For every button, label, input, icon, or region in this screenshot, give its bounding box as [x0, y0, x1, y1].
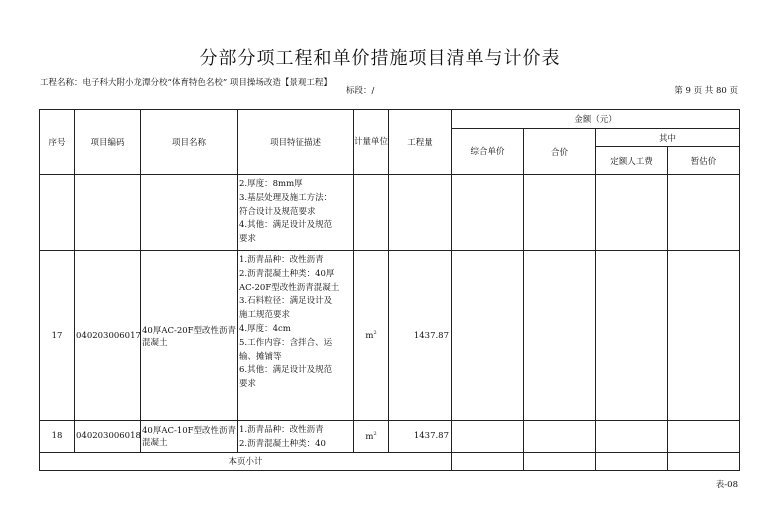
cell-seq: 18 — [40, 421, 75, 453]
cell-unit — [354, 421, 389, 453]
header-name: 项目名称 — [141, 110, 238, 175]
cell-labor — [596, 421, 668, 453]
header-code: 项目编码 — [75, 110, 141, 175]
bill-table — [39, 109, 740, 471]
cell-name: 40厚AC-10F型改性沥青混凝土 — [141, 421, 238, 453]
header-of-which: 其中 — [596, 129, 740, 147]
table-body — [40, 175, 740, 453]
desc-line: 要求 — [239, 379, 257, 390]
cell-qty — [389, 175, 452, 251]
header-labor: 定额人工费 — [596, 147, 668, 175]
project-name: 工程名称：电子科大附小龙潭分校“体育特色名校” 项目操场改造【景观工程】 — [40, 78, 332, 88]
cell-total — [524, 175, 596, 251]
desc-line: 要求 — [239, 234, 257, 245]
cell-labor — [596, 251, 668, 421]
unit-text: m — [365, 331, 374, 341]
subtotal-cell — [596, 452, 668, 470]
cell-desc — [238, 251, 354, 421]
cell-qty: 1437.87 — [389, 251, 452, 421]
desc-line: 1.沥青品种：改性沥青 — [239, 425, 324, 435]
cell-unit — [354, 175, 389, 251]
cell-seq — [40, 175, 75, 251]
cell-qty: 1437.87 — [389, 421, 452, 453]
header-desc: 项目特征描述 — [238, 110, 354, 175]
table-subtotal — [40, 452, 740, 470]
desc-line: 1.沥青品种：改性沥青 — [239, 255, 324, 265]
cell-composite-price — [452, 251, 524, 421]
cell-desc — [238, 421, 354, 453]
cell-seq: 17 — [40, 251, 75, 421]
desc-line: 施工规范要求 — [239, 310, 291, 321]
cell-provisional — [668, 175, 740, 251]
header-unit: 计量单位 — [354, 110, 389, 175]
cell-unit — [354, 251, 389, 421]
desc-line: 6.其他：满足设计及规范 — [239, 365, 333, 376]
desc-line: 输、摊铺等 — [239, 351, 282, 362]
cell-labor — [596, 175, 668, 251]
desc-line: 4.厚度：4cm — [239, 323, 291, 334]
cell-composite-price — [452, 175, 524, 251]
header-amount: 金额（元） — [452, 110, 740, 129]
table-header — [40, 110, 740, 175]
header-composite-price: 综合单价 — [452, 129, 524, 175]
subtotal-cell — [524, 452, 596, 470]
cell-name: 40厚AC-20F型改性沥青混凝土 — [141, 251, 238, 421]
desc-line: 2.厚度：8mm厚 — [239, 179, 303, 189]
table-row — [40, 175, 740, 251]
table-row — [40, 421, 740, 453]
unit-superscript: 2 — [373, 330, 377, 336]
desc-line: 5.工作内容：含拌合、运 — [239, 337, 333, 348]
cell-total — [524, 421, 596, 453]
cell-code — [75, 175, 141, 251]
form-number: 表-08 — [715, 480, 738, 490]
header-total: 合价 — [524, 129, 596, 175]
subtotal-cell — [668, 452, 740, 470]
page-number: 第 9 页 共 80 页 — [674, 86, 738, 96]
cell-name — [141, 175, 238, 251]
cell-total — [524, 251, 596, 421]
desc-line: 3.基层处理及施工方法： — [239, 192, 333, 203]
cell-code: 040203006018 — [75, 421, 141, 453]
desc-line: 2.沥青混凝土种类：40 — [239, 438, 326, 449]
unit-superscript: 2 — [373, 430, 377, 437]
desc-line: 3.石料粒径：满足设计及 — [239, 296, 333, 307]
desc-line: 符合设计及规范要求 — [239, 206, 316, 217]
cell-provisional — [668, 251, 740, 421]
header-provisional: 暂估价 — [668, 147, 740, 175]
header-qty: 工程量 — [389, 110, 452, 175]
desc-line: AC-20F型改性沥青混凝土 — [239, 282, 340, 293]
unit-text: m — [365, 431, 374, 442]
cell-code: 040203006017 — [75, 251, 141, 421]
desc-line: 2.沥青混凝土种类：40厚 — [239, 268, 335, 279]
cell-desc — [238, 175, 354, 251]
page-title: 分部分项工程和单价措施项目清单与计价表 — [199, 48, 561, 69]
cell-composite-price — [452, 421, 524, 453]
subtotal-label: 本页小计 — [40, 452, 452, 470]
table-row — [40, 251, 740, 421]
header-seq: 序号 — [40, 110, 75, 175]
subtotal-cell — [452, 452, 524, 470]
section-label: 标段：/ — [346, 86, 375, 96]
cell-provisional — [668, 421, 740, 453]
desc-line: 4.其他：满足设计及规范 — [239, 220, 333, 231]
